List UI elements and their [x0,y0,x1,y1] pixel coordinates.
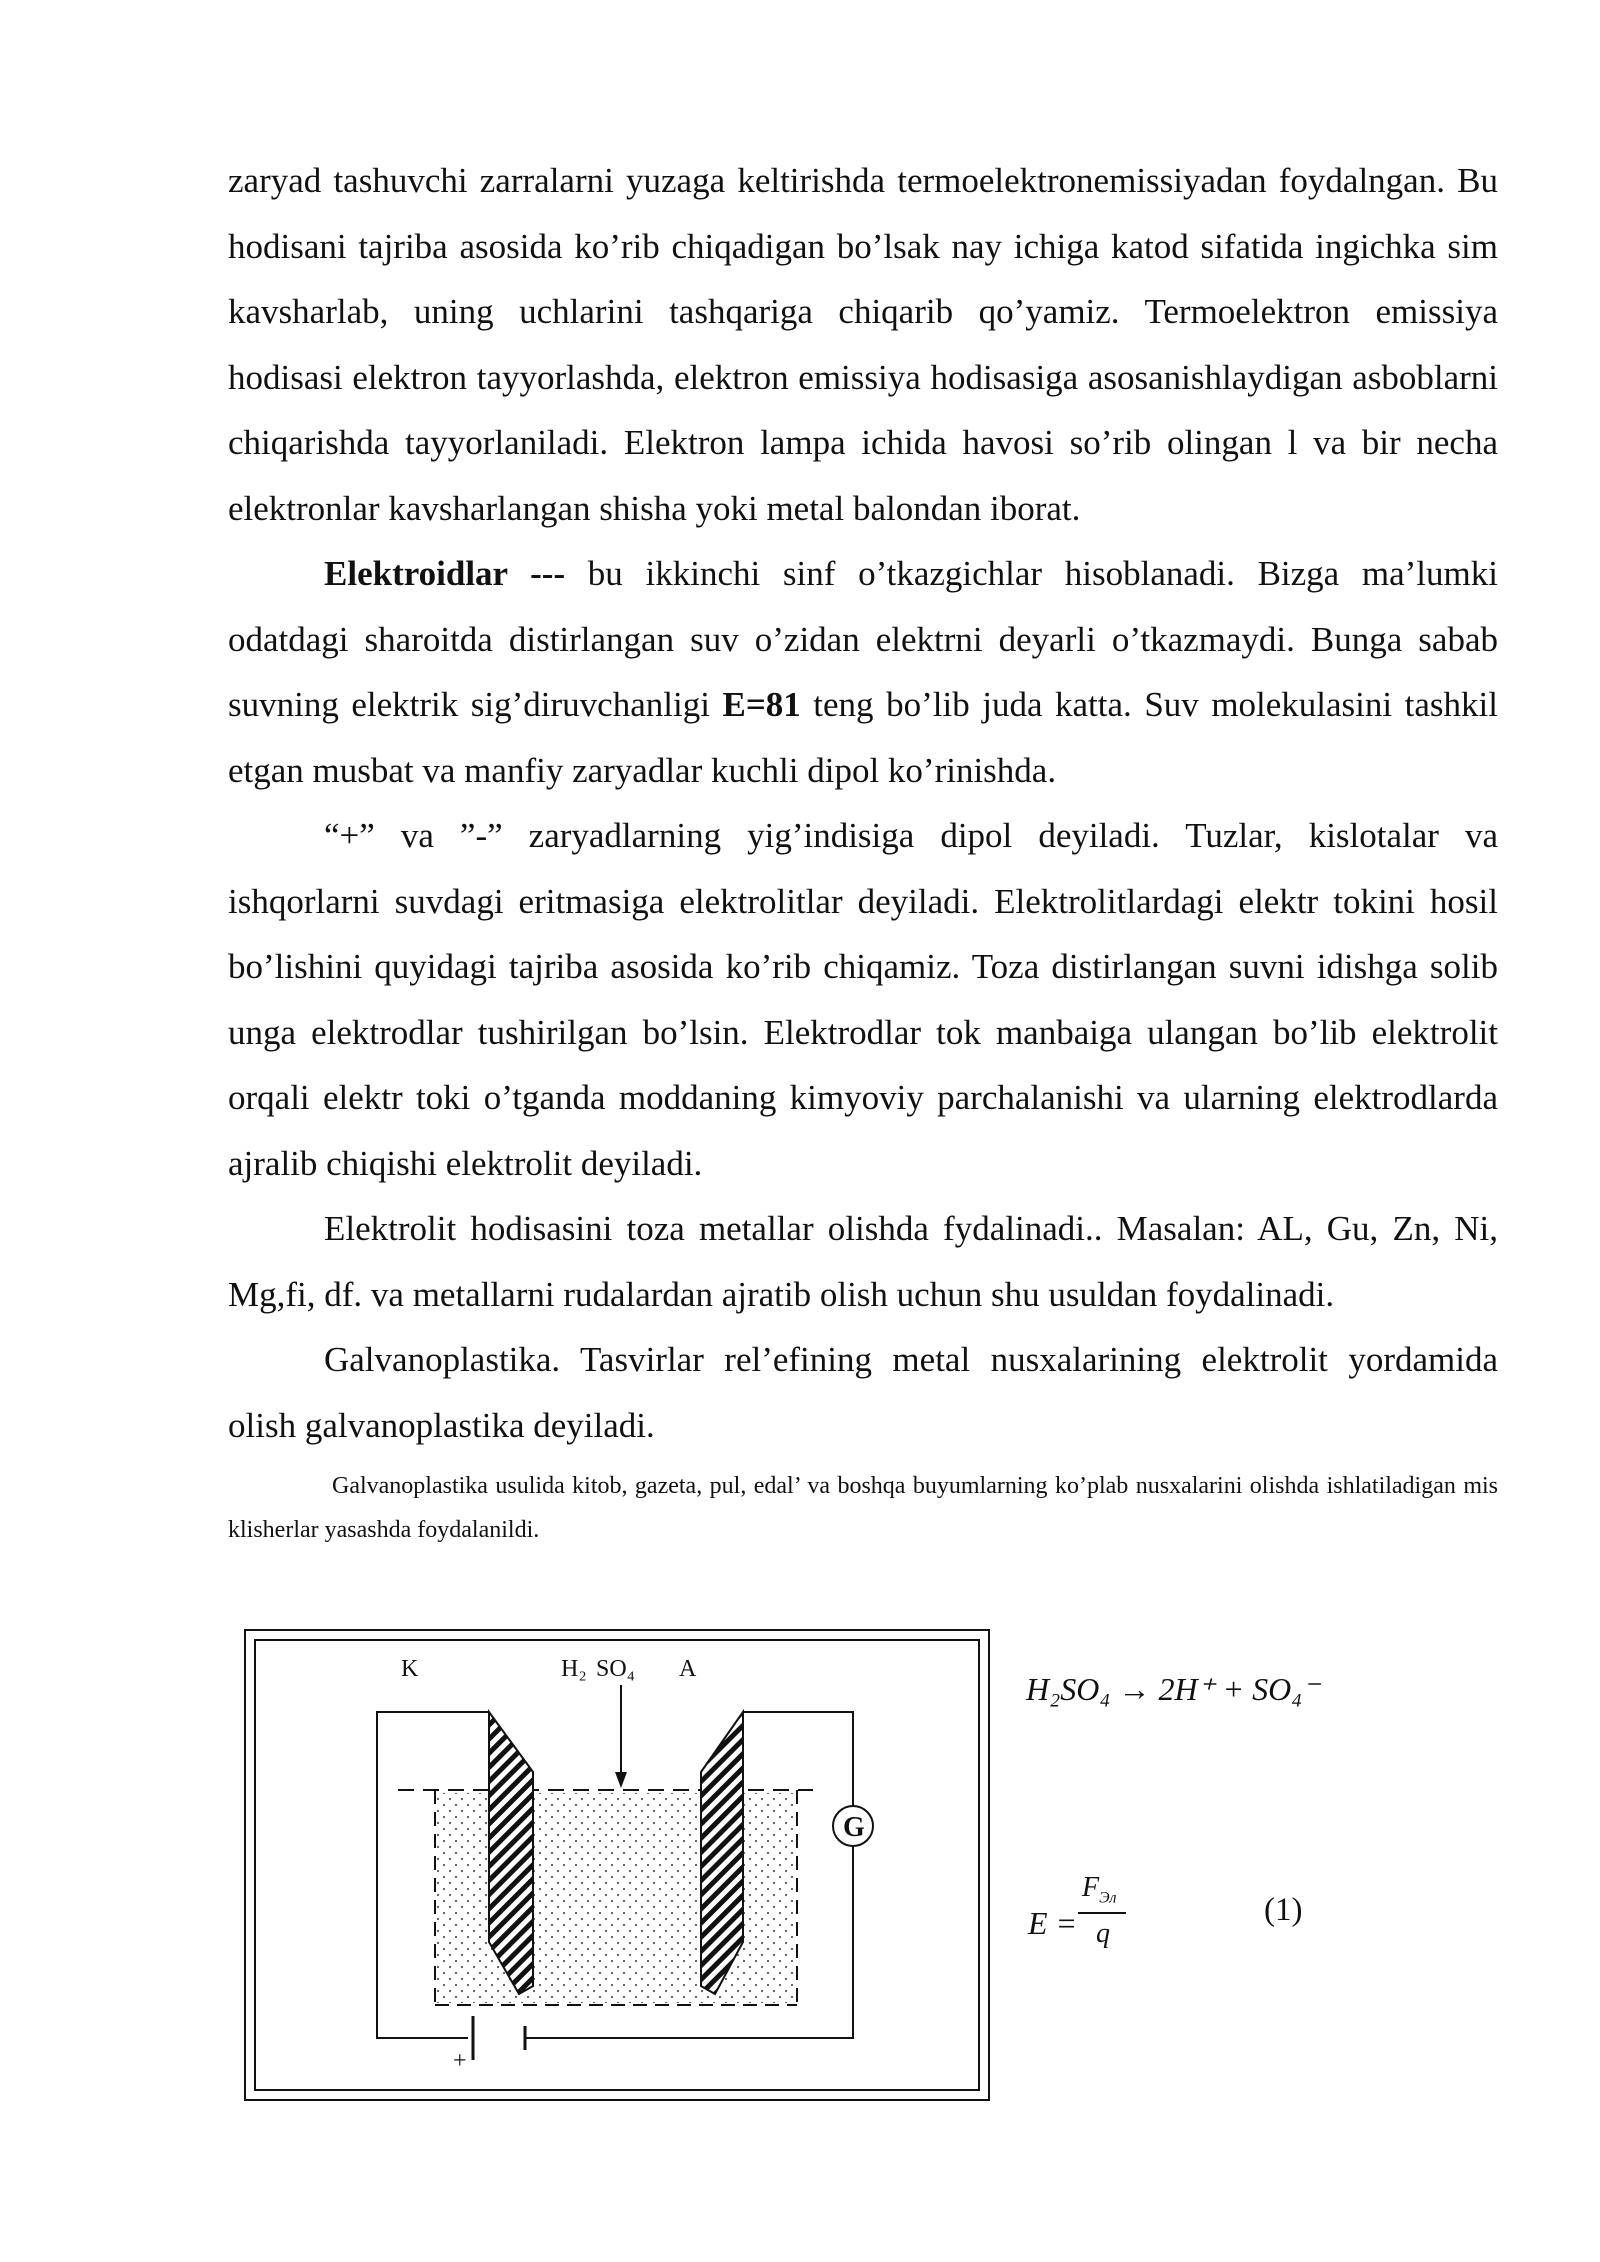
label-anode: A [679,1656,697,1682]
electrolysis-diagram [243,1628,993,2103]
paragraph-3-text: “+” va ”-” zaryadlarning yig’indisiga dipol deyiladi. Tuzlar, kislotalar va ishqorlarni suvdagi eritmasiga elektrolitlar deyiladi. Elektrolitlardagi elektr tokini hosil bo’lishini quyidagi tajriba asosida ko’rib chiqamiz. Toza distirlangan suvni idishga solib unga elektrodlar tushirilgan bo’lsin. Elektrodlar tok manbaiga ulangan bo’lib elektrolit orqali elektr toki o’tganda moddaning kimyoviy parchalanishi va ularning elektrodlarda ajralib chiqishi elektrolit deyiladi. [228,816,1498,1183]
label-so4: SO₄ [596,1656,636,1682]
text-body [228,148,1498,1552]
paragraph-2-text-a: bu ikkinchi sinf o’tkazgichlar hisoblanadi. Bizga ma’lumki odatdagi sharoitda distirlangan suv o’zidan elektrni deyarli o’tkazmaydi. Bunga sabab suvning elektrik sig’diruvchanligi [228,554,1498,724]
label-galvanometer: G [843,1812,865,1843]
label-battery-plus: + [453,2048,467,2074]
paragraph-1-text: zaryad tashuvchi zarralarni yuzaga keltirishda termoelektronemissiyadan foydalngan. Bu hodisani tajriba asosida ko’rib chiqadigan bo’lsak nay ichiga katod sifatida ingichka sim kavsharlab, uning uchlarini tashqariga chiqarib qo’yamiz. Termoelektron emissiya hodisasi elektron tayyorlashda, elektron emissiya hodisasiga asosanishlaydigan asboblarni chiqarishda tayyorlaniladi. Elektron lampa ichida havosi so’rib olingan l va bir necha elektronlar kavsharlangan shisha yoki metal balondan iborat. [228,161,1498,528]
formula-numerator-sub: Эл [1099,1889,1117,1907]
formula-e-lhs: E = [1028,1905,1078,1941]
fraction-bar [1078,1912,1126,1914]
cathode-electrode [489,1712,533,1994]
anode-electrode [701,1712,743,1994]
formula-numerator [1082,1872,1116,1908]
paragraph-3 [228,803,1498,1196]
paragraph-2 [228,541,1498,803]
paragraph-5-text: Galvanoplastika. Tasvirlar rel’efining metal nusxalarining elektrolit yordamida olish galvanoplastika deyiladi. [228,1340,1498,1445]
term-e81: E=81 [722,685,801,724]
equation-number: (1) [1264,1892,1303,1928]
reaction-formula: H₂SO₄ → 2H⁺ + SO₄⁻ [1026,1671,1320,1707]
formula-denominator: q [1096,1918,1110,1949]
label-cathode: K [401,1656,419,1682]
electrolysis-svg [243,1628,993,2103]
arrow-head [615,1772,627,1788]
paragraph-4 [228,1196,1498,1327]
paragraph-4-text: Elektrolit hodisasini toza metallar olishda fydalinadi.. Masalan: AL, Gu, Zn, Ni, Mg,fi, df. va metallarni rudalardan ajratib olish uchun shu usuldan foydalinadi. [228,1209,1498,1314]
formula-numerator-f: F [1082,1872,1100,1903]
term-elektroidlar: Elektroidlar --- [324,554,566,593]
footnote: Galvanoplastika usulida kitob, gazeta, pul, edal’ va boshqa buyumlarning ko’plab nusxalarini olishda ishlatiladigan mis klisherlar yasashda foydalanildi. [228,1473,1498,1543]
paragraph-2-text-b: teng bo’lib juda katta. Suv molekulasini tashkil etgan musbat va manfiy zaryadlar kuchli dipol ko’rinishda. [228,685,1498,790]
paragraph-5 [228,1327,1498,1458]
label-h2: H₂ [561,1656,587,1682]
paragraph-1 [228,148,1498,541]
